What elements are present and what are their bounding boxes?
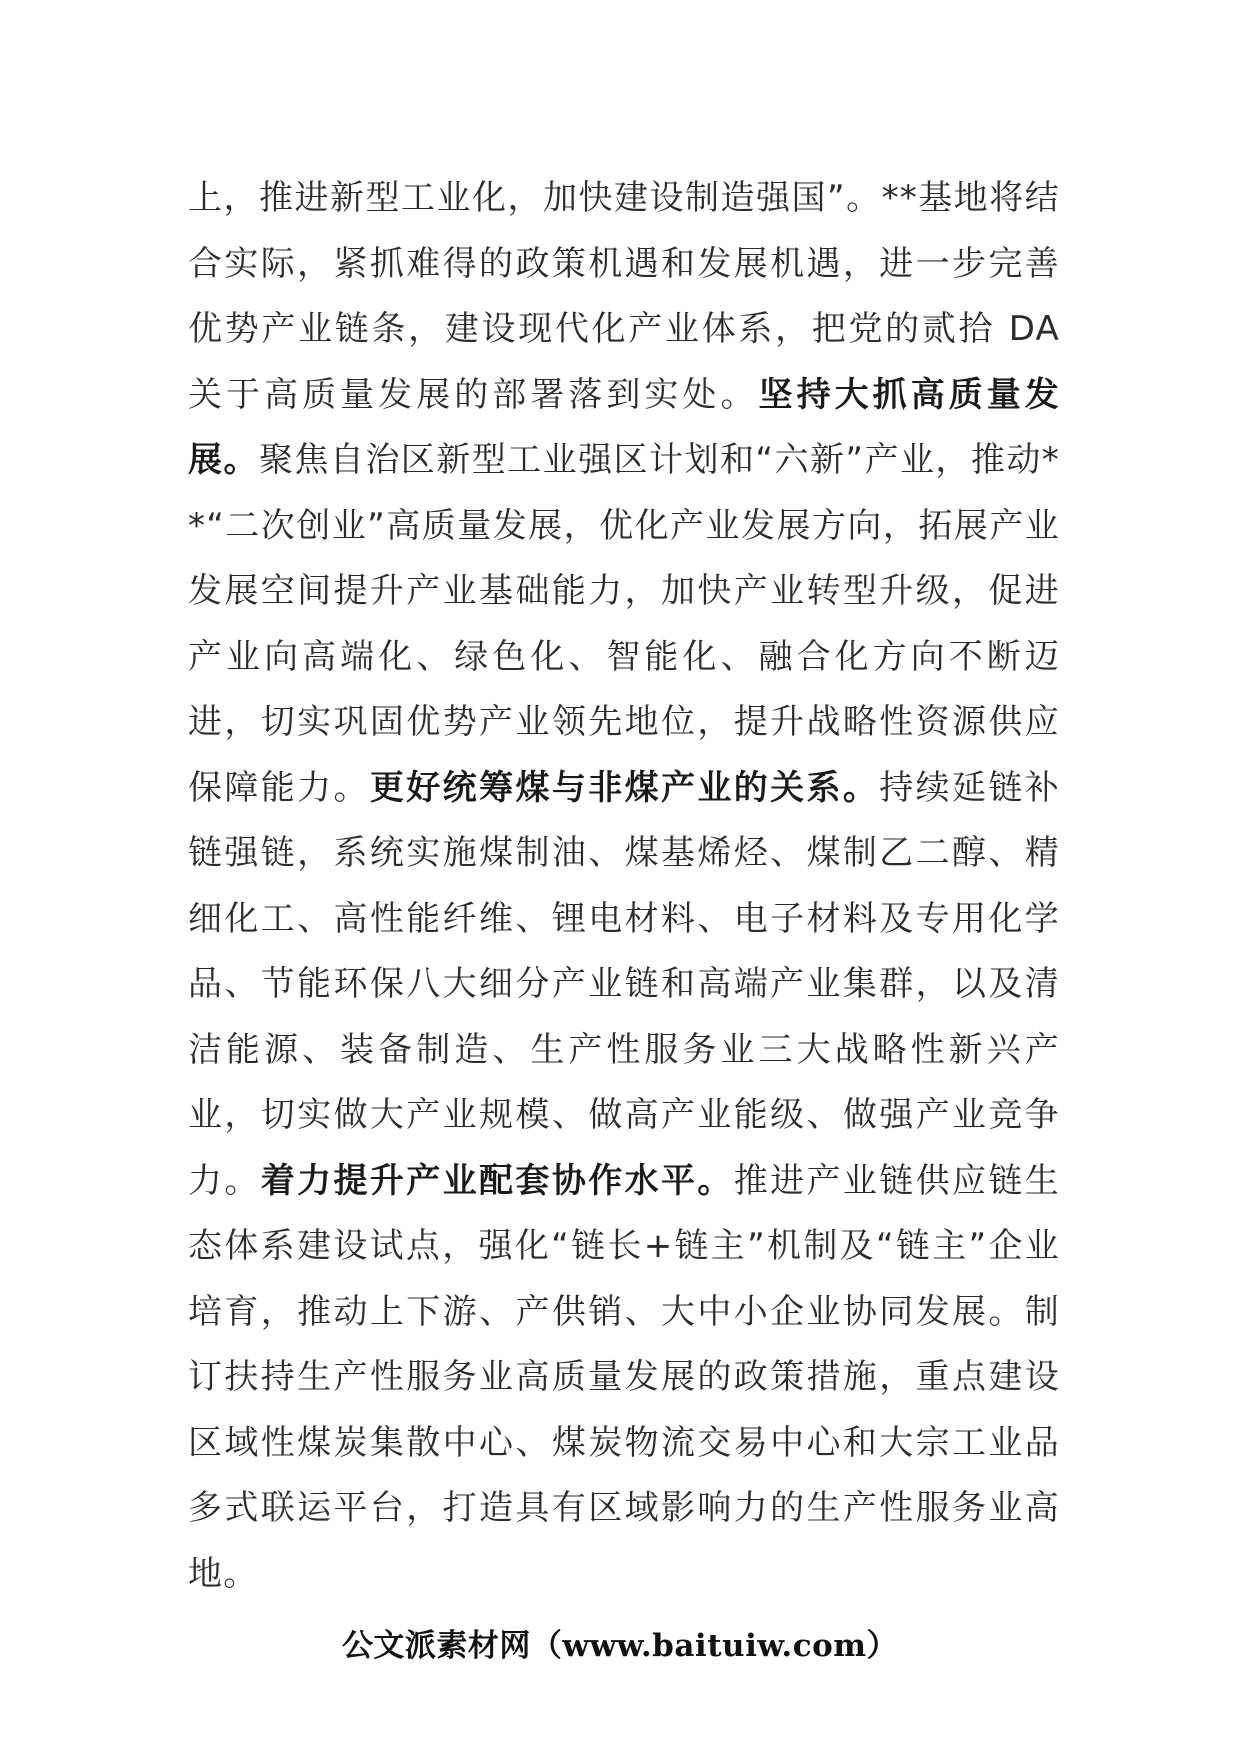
paragraph-text: 推进产业链供应链生态体系建设试点，强化“链长+链主”机制及“链主”企业培育，推动上下游、产供销、大中小企业协同发展。制订扶持生产性服务业高质量发展的政策措施，重点建设区域性煤炭集散中心、煤炭物流交易中心和大宗工业品多式联运平台，打造具有区域影响力的生产性服务业高地。 <box>188 1160 1060 1594</box>
bold-heading-2: 更好统筹煤与非煤产业的关系。 <box>369 767 880 808</box>
paragraph-text: 上，推进新型工业化，加快建设制造强国”。**基地将结合实际，紧抓难得的政策机遇和发展机遇，进一步完善优势产业链条，建设现代化产业体系，把党的贰拾 DA 关于高质量发展的部署落到实处。 <box>188 178 1060 415</box>
paragraph-text: 聚焦自治区新型工业强区计划和“六新”产业，推动**“二次创业”高质量发展，优化产业发展方向，拓展产业发展空间提升产业基础能力，加快产业转型升级，促进产业向高端化、绿色化、智能化、融合化方向不断迈进，切实巩固优势产业领先地位，提升战略性资源供应保障能力。 <box>188 440 1061 808</box>
bold-heading-3: 着力提升产业配套协作水平。 <box>260 1160 734 1201</box>
footer-watermark: 公文派素材网（www.baituiw.com） <box>341 1628 899 1664</box>
paragraph-text: 持续延链补链强链，系统实施煤制油、煤基烯烃、煤制乙二醇、精细化工、高性能纤维、锂电材料、电子材料及专用化学品、节能环保八大细分产业链和高端产业集群，以及清洁能源、装备制造、生产性服务业三大战略性新兴产业，切实做大产业规模、做高产业能级、做强产业竞争力。 <box>188 767 1061 1201</box>
bold-heading-1: 坚持大抓高质量发展。 <box>188 374 1060 480</box>
body-paragraph <box>188 166 1060 1607</box>
